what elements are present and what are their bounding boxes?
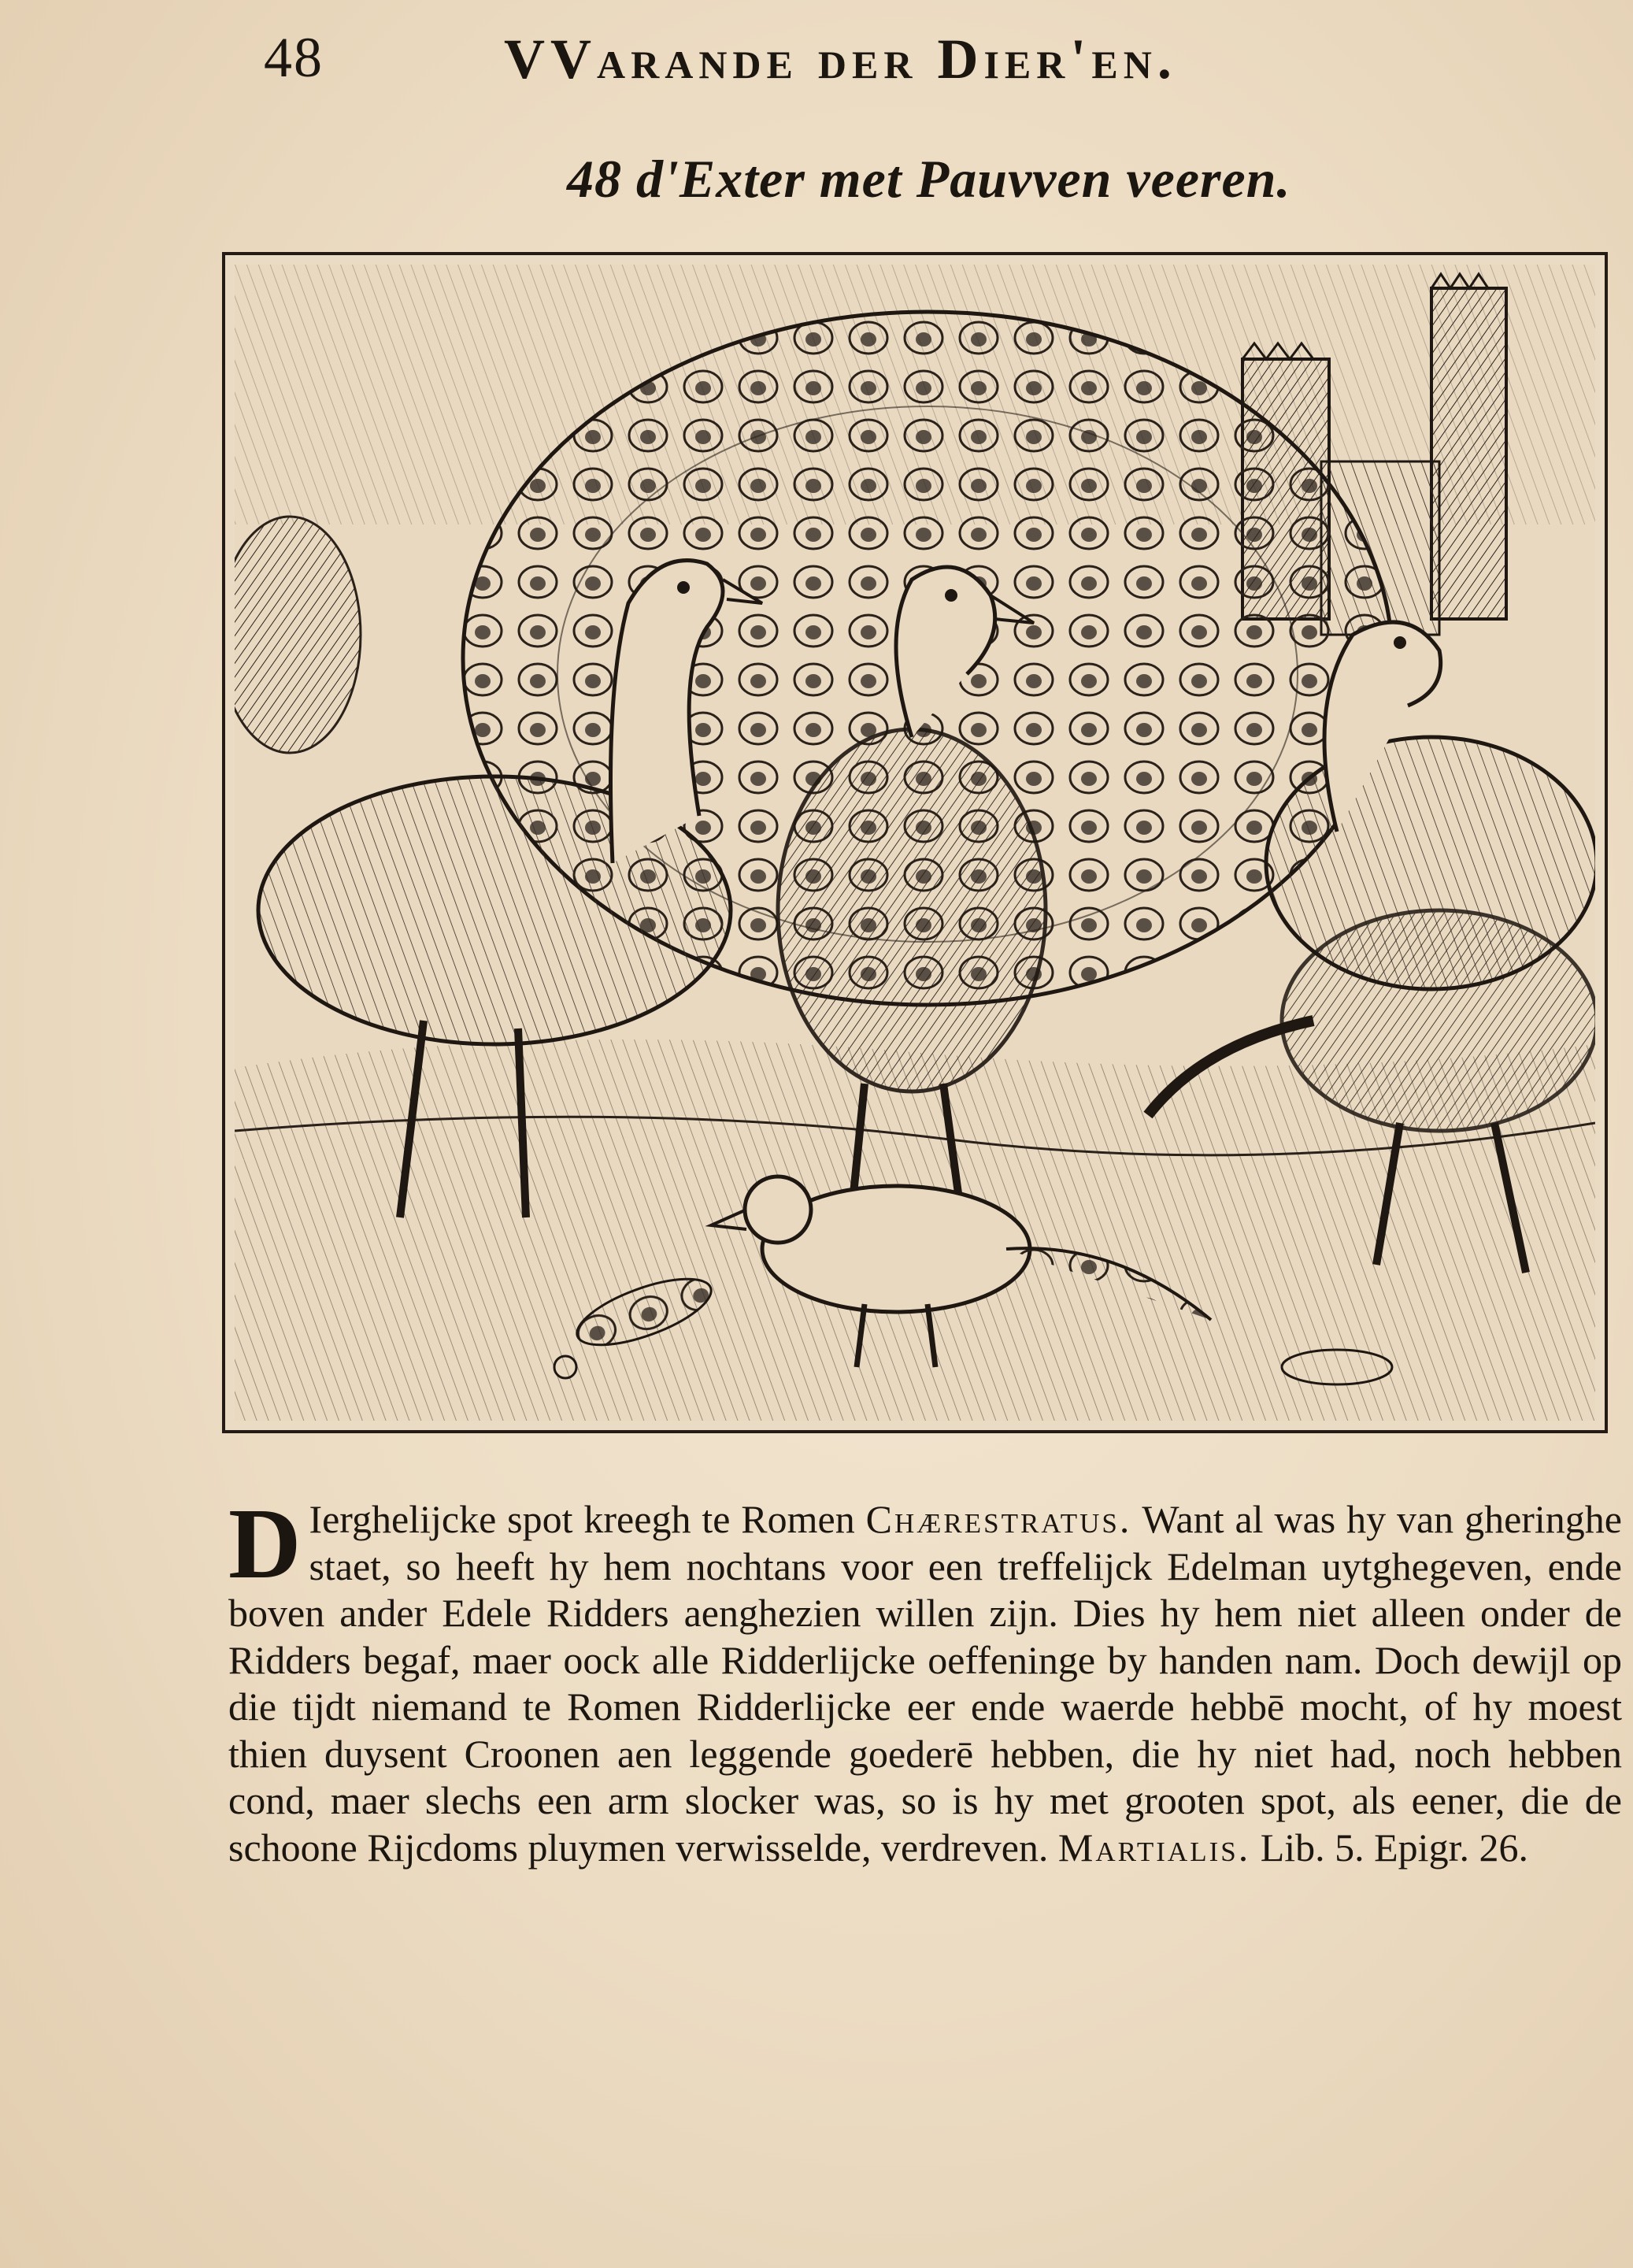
- body-text-part-1: Ierghelijcke spot kreegh te Romen: [309, 1497, 866, 1541]
- running-title: VVarande der Dier'en.: [504, 28, 1177, 91]
- citation: Lib. 5. Epigr. 26.: [1250, 1825, 1528, 1870]
- engraving-plate: [222, 252, 1608, 1433]
- peacock-engraving: [235, 265, 1595, 1421]
- plate-caption: 48 d'Exter met Pauvven veeren.: [567, 149, 1291, 209]
- drop-cap: D: [228, 1488, 302, 1599]
- page-header: [0, 0, 1633, 110]
- name-martialis: Martialis.: [1057, 1825, 1251, 1870]
- page-number: 48: [264, 26, 324, 89]
- body-text: [228, 1488, 1622, 1871]
- tree: [235, 517, 361, 753]
- body-text-part-2: Want al was hy van gheringhe staet, so heeft hy hem nochtans voor een treffelijck Edelman uytghegeven, ende boven ander Edele Ridders aenghezien willen zijn. Dies hy hem niet alleen onder de Ridders begaf, maer oock alle Ridderlijcke oeffeninge by handen nam. Doch dewijl op die tijdt niemand te Romen Ridderlijcke eer ende waerde hebbē mocht, of hy moest thien duysent Croonen aen leggende goederē hebben, die hy niet had, noch hebben cond, maer slechs een arm slocker was, so is hy met grooten spot, als eener, die de schoone Rijcdoms pluymen verwisselde, verdreven.: [228, 1497, 1622, 1870]
- name-chaerestratus: Chærestratus.: [865, 1497, 1132, 1541]
